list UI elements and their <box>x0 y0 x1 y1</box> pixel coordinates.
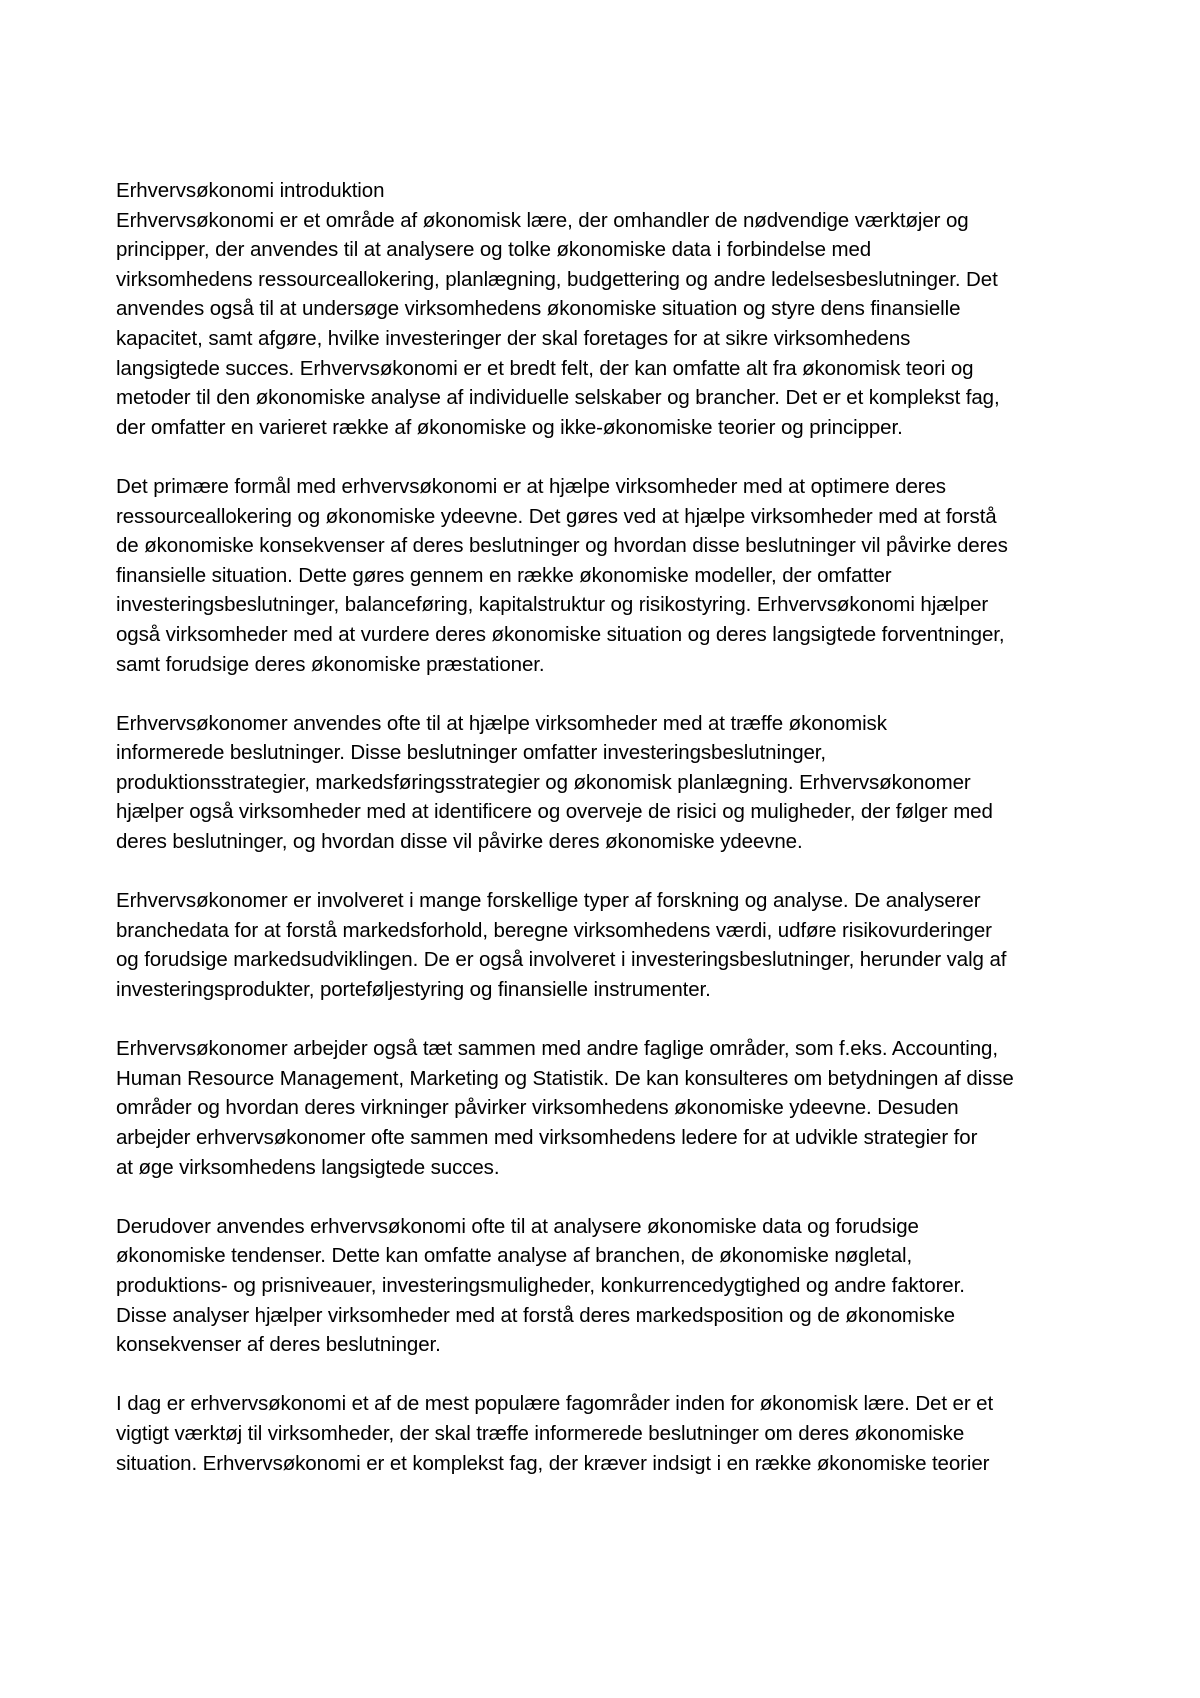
text-line: metoder til den økonomiske analyse af individuelle selskaber og brancher. Det er et komplekst fag, <box>116 386 1000 410</box>
text-line: Erhvervsøkonomi er et område af økonomisk lære, der omhandler de nødvendige værktøjer og <box>116 208 969 232</box>
text-line: kapacitet, samt afgøre, hvilke investeringer der skal foretages for at sikre virksomhedens <box>116 326 911 350</box>
text-line: økonomiske tendenser. Dette kan omfatte analyse af branchen, de økonomiske nøgletal, <box>116 1244 913 1268</box>
text-line: der omfatter en varieret række af økonomiske og ikke-økonomiske teorier og principper. <box>116 415 903 439</box>
text-line: Erhvervsøkonomer er involveret i mange forskellige typer af forskning og analyse. De analyserer <box>116 889 981 913</box>
text-line: investeringsprodukter, porteføljestyring og finansielle instrumenter. <box>116 978 711 1002</box>
text-line: samt forudsige deres økonomiske præstationer. <box>116 652 545 676</box>
text-line: finansielle situation. Dette gøres gennem en række økonomiske modeller, der omfatter <box>116 563 892 587</box>
paragraph <box>116 206 1096 443</box>
text-line: områder og hvordan deres virkninger påvirker virksomhedens økonomiske ydeevne. Desuden <box>116 1096 959 1120</box>
text-line: arbejder erhvervsøkonomer ofte sammen med virksomhedens ledere for at udvikle strategier for <box>116 1126 978 1149</box>
text-line: principper, der anvendes til at analysere og tolke økonomiske data i forbindelse med <box>116 238 872 262</box>
text-line: hjælper også virksomheder med at identificere og overveje de risici og muligheder, der følger med <box>116 800 993 824</box>
paragraph <box>116 1212 1096 1360</box>
text-line: informerede beslutninger. Disse beslutninger omfatter investeringsbeslutninger, <box>116 741 827 765</box>
text-line: Derudover anvendes erhvervsøkonomi ofte til at analysere økonomiske data og forudsige <box>116 1214 919 1238</box>
paragraph <box>116 886 1096 1004</box>
text-line: ressourceallokering og økonomiske ydeevne. Det gøres ved at hjælpe virksomheder med at forstå <box>116 504 997 528</box>
text-line: Det primære formål med erhvervsøkonomi er at hjælpe virksomheder med at optimere deres <box>116 474 946 498</box>
text-line: vigtigt værktøj til virksomheder, der skal træffe informerede beslutninger om deres økonomiske <box>116 1421 965 1445</box>
text-line: virksomhedens ressourceallokering, planlægning, budgettering og andre ledelsesbeslutninger. Det <box>116 267 998 291</box>
text-line: langsigtede succes. Erhvervsøkonomi er et bredt felt, der kan omfatte alt fra økonomisk teori og <box>116 356 974 380</box>
document-title: Erhvervsøkonomi introduktion <box>116 179 385 202</box>
text-line: Human Resource Management, Marketing og Statistik. De kan konsulteres om betydningen af disse <box>116 1066 1014 1090</box>
paragraph <box>116 1389 1096 1478</box>
text-line: anvendes også til at undersøge virksomhedens økonomiske situation og styre dens finansielle <box>116 297 961 321</box>
document-body <box>116 206 1096 1479</box>
text-line: branchedata for at forstå markedsforhold, beregne virksomhedens værdi, udføre risikovurderinger <box>116 918 992 942</box>
text-line: konsekvenser af deres beslutninger. <box>116 1333 441 1357</box>
paragraph <box>116 1034 1096 1182</box>
text-line: investeringsbeslutninger, balanceføring, kapitalstruktur og risikostyring. Erhvervsøkonomi hjælper <box>116 593 989 617</box>
text-line: og forudsige markedsudviklingen. De er også involveret i investeringsbeslutninger, herunder valg af <box>116 948 1007 972</box>
document-page <box>116 176 1096 1508</box>
paragraph <box>116 472 1096 679</box>
text-line: Erhvervsøkonomer arbejder også tæt sammen med andre faglige områder, som f.eks. Accounting, <box>116 1037 998 1061</box>
text-line: deres beslutninger, og hvordan disse vil påvirke deres økonomiske ydeevne. <box>116 830 803 854</box>
text-line: at øge virksomhedens langsigtede succes. <box>116 1155 500 1179</box>
paragraph <box>116 709 1096 857</box>
text-line: produktionsstrategier, markedsføringsstrategier og økonomisk planlægning. Erhvervsøkonomer <box>116 770 971 794</box>
text-line: Disse analyser hjælper virksomheder med at forstå deres markedsposition og de økonomiske <box>116 1303 955 1327</box>
text-line: situation. Erhvervsøkonomi er et komplekst fag, der kræver indsigt i en række økonomiske teorier <box>116 1451 990 1475</box>
text-line: produktions- og prisniveauer, investeringsmuligheder, konkurrencedygtighed og andre faktorer. <box>116 1273 965 1297</box>
text-line: de økonomiske konsekvenser af deres beslutninger og hvordan disse beslutninger vil påvirke deres <box>116 534 1008 558</box>
text-line: også virksomheder med at vurdere deres økonomiske situation og deres langsigtede forventninger, <box>116 622 1005 646</box>
text-line: I dag er erhvervsøkonomi et af de mest populære fagområder inden for økonomisk lære. Det er et <box>116 1392 994 1416</box>
text-line: Erhvervsøkonomer anvendes ofte til at hjælpe virksomheder med at træffe økonomisk <box>116 711 887 735</box>
